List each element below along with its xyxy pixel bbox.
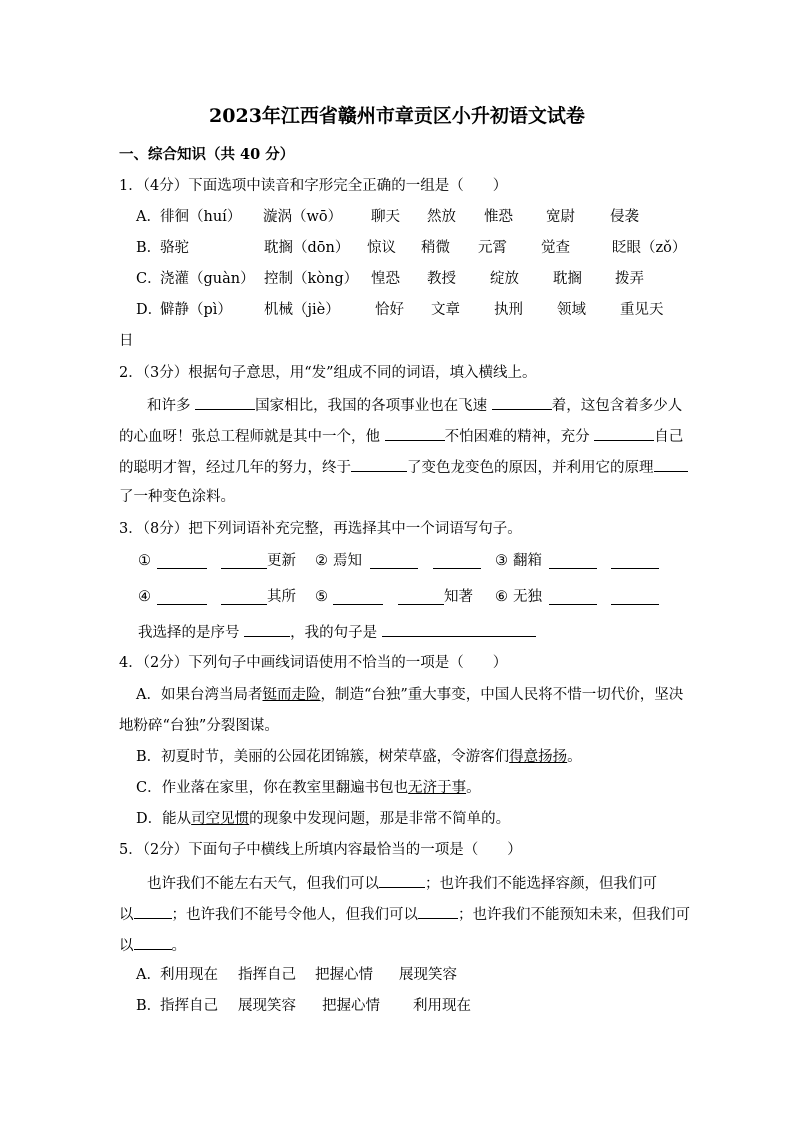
text-segment: ；也许我们不能预知未来，但我们可	[458, 907, 690, 923]
idiom-part: 无独	[513, 589, 542, 605]
fill-blank[interactable]	[398, 590, 444, 605]
fill-blank[interactable]	[492, 395, 552, 410]
question-2-stem: 2．（3分）根据句子意思，用“发”组成不同的词语，填入横线上。	[119, 365, 537, 381]
fill-blank[interactable]	[351, 457, 407, 472]
text-segment: A．如果台湾当局者	[136, 687, 263, 703]
item-number: ①	[138, 553, 151, 569]
option-word: 浇灌（guàn）	[160, 271, 255, 287]
fill-blank[interactable]	[385, 426, 445, 441]
text-segment: D．能从	[136, 811, 192, 827]
text-segment: ；也许我们不能号令他人，但我们可以	[171, 907, 418, 923]
option-word: 耽搁（dōn）	[264, 240, 350, 256]
option-word: 拨弄	[615, 271, 644, 287]
option-word: 惟恐	[484, 209, 513, 225]
text-segment: 自己	[654, 429, 684, 445]
fill-blank[interactable]	[433, 554, 481, 569]
question-2-line-3	[119, 457, 688, 477]
fill-blank[interactable]	[418, 904, 458, 919]
text-segment: 的聪明才智，经过几年的努力，终于	[119, 460, 351, 476]
question-2-line-2	[119, 426, 683, 446]
option-word: 控制（kòng）	[264, 271, 359, 287]
text-segment: ，我的句子是	[290, 625, 382, 641]
fill-blank[interactable]	[549, 554, 597, 569]
option-d-continuation: 日	[119, 333, 134, 349]
fill-blank[interactable]	[333, 590, 383, 605]
question-4-option-c	[136, 779, 481, 797]
option-letter: A．	[136, 209, 161, 225]
option-word: 执刑	[494, 302, 523, 318]
option-word: 展现笑容	[238, 998, 296, 1014]
section-heading: 一、综合知识（共 40 分）	[119, 146, 295, 163]
question-4-option-d	[136, 810, 510, 828]
question-3-stem: 3．（8分）把下列词语补充完整，再选择其中一个词语写句子。	[119, 521, 522, 537]
option-word: 徘徊（huí）	[160, 209, 242, 225]
text-segment: C．作业落在家里，你在教室里翻遍书包也	[136, 780, 409, 796]
option-letter: B．	[136, 998, 162, 1014]
option-word: 宽尉	[546, 209, 575, 225]
option-word: 重见天	[620, 302, 664, 318]
underlined-phrase: 无济于事	[408, 780, 467, 796]
idiom-part: 其所	[267, 589, 296, 605]
underlined-phrase: 铤而走险	[262, 687, 321, 703]
option-word: 把握心情	[315, 967, 373, 983]
option-letter: B．	[136, 240, 162, 256]
option-word: 元霄	[478, 240, 507, 256]
option-letter: C．	[136, 271, 162, 287]
option-word: 惶恐	[371, 271, 400, 287]
text-segment: 和许多	[147, 398, 196, 414]
text-segment: 的心血呀！张总工程师就是其中一个，他	[119, 429, 385, 445]
text-segment: 着，这包含着多少人	[551, 398, 683, 414]
question-2-line-4: 了一种变色涂料。	[119, 489, 235, 505]
option-word: 骆驼	[160, 240, 189, 256]
item-number: ⑤	[315, 589, 328, 605]
item-number: ④	[138, 589, 151, 605]
item-number: ⑥	[495, 589, 508, 605]
question-4-option-a-continuation: 地粉碎“台独”分裂图谋。	[119, 718, 279, 734]
item-number: ②	[315, 553, 328, 569]
fill-blank[interactable]	[195, 395, 255, 410]
option-letter: A．	[136, 967, 161, 983]
fill-blank[interactable]	[370, 554, 418, 569]
option-word: 利用现在	[160, 967, 218, 983]
underlined-phrase: 司空见惯	[191, 811, 250, 827]
sentence-choice-line	[138, 622, 536, 642]
fill-blank[interactable]	[134, 935, 172, 950]
text-segment: 不怕困难的精神，充分	[444, 429, 595, 445]
idiom-part: 更新	[267, 553, 296, 569]
option-word: 侵袭	[610, 209, 639, 225]
text-segment: 了变色龙变色的原因，并利用它的原理	[407, 460, 654, 476]
option-word: 聊天	[371, 209, 400, 225]
text-segment: ；也许我们不能选择容颜，但我们可	[425, 876, 657, 892]
fill-blank[interactable]	[221, 590, 267, 605]
question-4-option-b	[136, 748, 582, 766]
option-word: 教授	[427, 271, 456, 287]
fill-blank[interactable]	[157, 590, 207, 605]
idiom-part: 焉知	[333, 553, 362, 569]
text-segment: 也许我们不能左右天气，但我们可以	[147, 876, 379, 892]
option-word: 指挥自己	[160, 998, 218, 1014]
fill-blank[interactable]	[654, 457, 688, 472]
idiom-part: 翻箱	[513, 553, 542, 569]
idiom-part: 知著	[444, 589, 473, 605]
option-word: 文章	[431, 302, 460, 318]
option-word: 展现笑容	[399, 967, 457, 983]
option-word: 稍微	[421, 240, 450, 256]
question-2-line-1	[147, 395, 682, 415]
fill-blank[interactable]	[611, 590, 659, 605]
option-word: 机械（jiè）	[264, 302, 340, 318]
option-word: 把握心情	[322, 998, 380, 1014]
option-word: 绽放	[490, 271, 519, 287]
fill-blank[interactable]	[244, 622, 290, 637]
page-title: 2023年江西省赣州市章贡区小升初语文试卷	[209, 105, 585, 127]
fill-blank[interactable]	[611, 554, 659, 569]
option-word: 惊议	[367, 240, 396, 256]
question-5-line-2	[119, 904, 690, 924]
text-segment: B．初夏时节，美丽的公园花团锦簇，树荣草盛，令游客们	[136, 749, 510, 765]
option-word: 指挥自己	[238, 967, 296, 983]
fill-blank[interactable]	[594, 426, 654, 441]
text-segment: 以	[119, 938, 134, 954]
question-5-line-3	[119, 935, 186, 955]
text-segment: 的现象中发现问题，那是非常不简单的。	[249, 811, 511, 827]
fill-blank[interactable]	[221, 554, 267, 569]
fill-blank[interactable]	[134, 904, 172, 919]
option-word: 觉查	[541, 240, 570, 256]
fill-blank[interactable]	[549, 590, 597, 605]
option-word: 漩涡（wō）	[263, 209, 343, 225]
text-segment: ，制造“台独”重大事变，中国人民将不惜一切代价，坚决	[320, 687, 684, 703]
text-segment: 。	[567, 749, 582, 765]
option-word: 眨眼（zǒ）	[612, 240, 687, 256]
option-word: 领域	[557, 302, 586, 318]
question-5-line-1	[147, 873, 657, 893]
text-segment: 以	[119, 907, 134, 923]
text-segment: 我选择的是序号	[138, 625, 245, 641]
text-segment: 。	[466, 780, 481, 796]
item-number: ③	[495, 553, 508, 569]
sentence-blank[interactable]	[382, 622, 536, 637]
question-5-stem: 5．（2分）下面句子中横线上所填内容最恰当的一项是（ ）	[119, 842, 522, 858]
option-word: 僻静（pì）	[160, 302, 232, 318]
question-4-stem: 4．（2分）下列句子中画线词语使用不恰当的一项是（ ）	[119, 655, 508, 671]
option-word: 恰好	[375, 302, 404, 318]
option-letter: D．	[136, 302, 163, 318]
fill-blank[interactable]	[379, 873, 425, 888]
fill-blank[interactable]	[157, 554, 207, 569]
option-word: 然放	[427, 209, 456, 225]
text-segment: 国家相比，我国的各项事业也在飞速	[255, 398, 492, 414]
question-1-stem: 1．（4分）下面选项中读音和字形完全正确的一组是（ ）	[119, 178, 508, 194]
underlined-phrase: 得意扬扬	[509, 749, 568, 765]
option-word: 耽搁	[553, 271, 582, 287]
question-4-option-a	[136, 686, 683, 704]
text-segment: 。	[171, 938, 186, 954]
option-word: 利用现在	[413, 998, 471, 1014]
